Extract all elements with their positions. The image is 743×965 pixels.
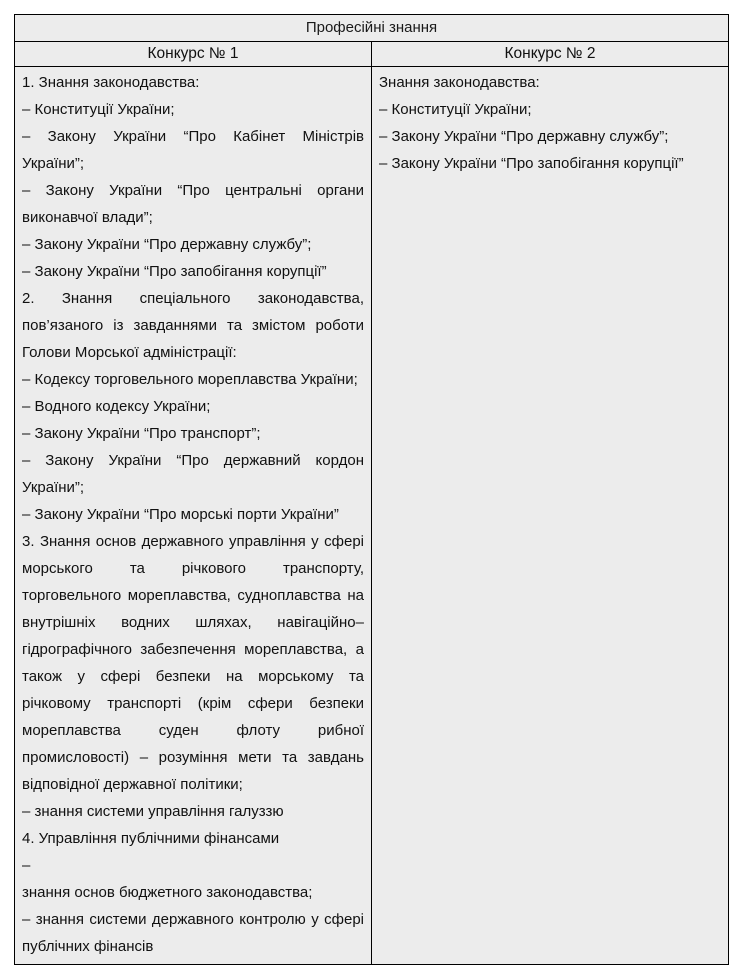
- cell-competition-2-requirements: [372, 67, 729, 965]
- table-header-row: [15, 42, 729, 67]
- requirement-item: – Закону України “Про морські порти України”: [22, 506, 339, 523]
- requirement-item: – Закону України “Про запобігання корупції”: [22, 263, 327, 280]
- table-title: Професійні знання: [15, 15, 729, 42]
- requirement-item: – Закону України “Про запобігання корупції”: [379, 155, 684, 172]
- requirement-item: 3. Знання основ державного управління у сфері морського та річкового транспорту, торговельного мореплавства, судноплавства на внутрішніх водних шляхах, навігаційно–гідрографічного забезпечення мореплавства, а також у сфері безпеки на морському та річковому транспорті (крім сфери безпеки мореплавства суден флоту рибної промисловості) – розуміння мети та завдань відповідної державної політики;: [22, 533, 369, 793]
- requirement-item: – знання системи державного контролю у сфері публічних фінансів: [22, 911, 369, 955]
- requirement-item: – Кодексу торговельного мореплавства України;: [22, 371, 358, 388]
- requirement-item: – Водного кодексу України;: [22, 398, 211, 415]
- competition-1-requirement-list: [22, 69, 369, 960]
- requirement-item: 2. Знання спеціального законодавства, пов’язаного із завданнями та змістом роботи Голови Морської адміністрації:: [22, 290, 369, 361]
- requirement-item: – Закону України “Про транспорт”;: [22, 425, 261, 442]
- requirement-item: – Закону України “Про державну службу”;: [379, 128, 669, 145]
- column-header-competition-2: Конкурс № 2: [372, 42, 729, 67]
- cell-competition-1-requirements: [15, 67, 372, 965]
- professional-knowledge-table: [14, 14, 729, 965]
- table-title-row: [15, 15, 729, 42]
- column-header-competition-1: Конкурс № 1: [15, 42, 372, 67]
- requirement-item: Знання законодавства:: [379, 74, 540, 91]
- competition-2-requirement-list: [379, 69, 721, 177]
- requirement-item: – Закону України “Про Кабінет Міністрів України”;: [22, 128, 369, 172]
- requirement-item: 1. Знання законодавства:: [22, 74, 200, 91]
- requirement-item: – Конституції України;: [22, 101, 175, 118]
- table-body-row: [15, 67, 729, 965]
- requirement-item: – знання системи управління галуззю: [22, 803, 284, 820]
- requirement-item: – Закону України “Про державну службу”;: [22, 236, 312, 253]
- requirement-item: 4. Управління публічними фінансами –: [22, 830, 363, 874]
- requirement-item: – Конституції України;: [379, 101, 532, 118]
- requirement-item: – Закону України “Про центральні органи виконавчої влади”;: [22, 182, 369, 226]
- requirement-item: – Закону України “Про державний кордон України”;: [22, 452, 369, 496]
- requirement-item: знання основ бюджетного законодавства;: [22, 884, 313, 901]
